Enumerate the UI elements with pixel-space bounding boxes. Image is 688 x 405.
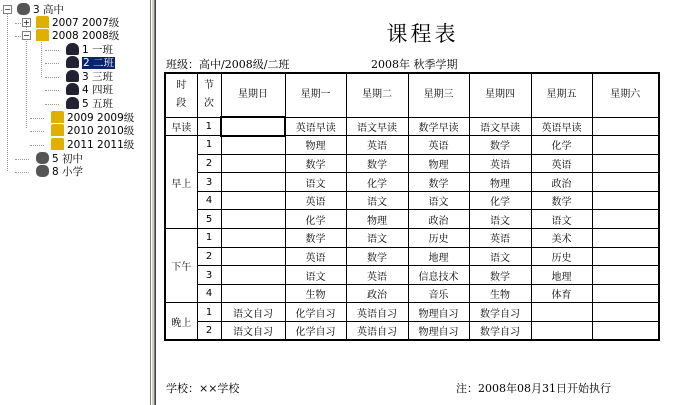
school-label: 学校：××学校 (166, 382, 240, 395)
period-cell: 晚上 (165, 303, 197, 340)
tree-node[interactable] (51, 111, 134, 124)
course-cell[interactable]: 物理 (469, 173, 531, 192)
student-icon (66, 70, 79, 82)
course-cell[interactable]: 化学 (531, 136, 592, 155)
table-row (165, 322, 659, 341)
column-header: 节 次 (197, 73, 221, 117)
table-row (165, 266, 659, 285)
tree-node-label: 1 一班 (82, 44, 114, 56)
course-cell[interactable]: 英语 (346, 266, 408, 285)
tree-node-label: 2008 2008级 (52, 30, 120, 42)
table-row (165, 284, 659, 303)
tree-node-label: 3 三班 (82, 71, 114, 83)
course-cell[interactable]: 物理 (408, 154, 469, 173)
course-cell[interactable]: 生物 (469, 284, 531, 303)
house-icon (36, 29, 49, 41)
column-header: 星期五 (531, 73, 592, 117)
course-cell[interactable]: 数学自习 (469, 322, 531, 341)
period-cell: 下午 (165, 229, 197, 303)
lesson-number: 3 (197, 173, 221, 192)
table-row (165, 173, 659, 192)
lesson-number: 4 (197, 191, 221, 210)
course-cell[interactable]: 数学 (531, 191, 592, 210)
tree-node[interactable] (17, 3, 64, 16)
course-cell[interactable]: 化学 (346, 173, 408, 192)
course-cell[interactable]: 语文 (346, 229, 408, 248)
course-cell[interactable] (531, 303, 592, 322)
course-cell[interactable]: 生物 (285, 284, 346, 303)
tree-node[interactable] (66, 43, 113, 56)
course-cell[interactable] (592, 322, 659, 341)
tree-node-label: 8 小学 (52, 166, 84, 178)
table-row (165, 303, 659, 322)
course-cell[interactable] (592, 191, 659, 210)
table-row (165, 210, 659, 229)
course-cell[interactable]: 政治 (346, 284, 408, 303)
tree-node-label: 4 四班 (82, 84, 114, 96)
course-cell[interactable]: 物理 (285, 136, 346, 155)
term-info: 2008年 秋季学期 (371, 58, 458, 71)
course-cell[interactable] (592, 229, 659, 248)
tree-node[interactable] (66, 97, 113, 110)
course-cell[interactable] (592, 117, 659, 136)
table-row (165, 117, 659, 136)
student-icon (66, 56, 79, 68)
school-icon (36, 152, 49, 164)
course-cell[interactable]: 信息技术 (408, 266, 469, 285)
tree-node-label: 2 二班 (83, 57, 115, 69)
course-cell[interactable]: 英语 (285, 247, 346, 266)
column-header: 时 段 (165, 73, 197, 117)
course-cell[interactable] (592, 247, 659, 266)
student-icon (66, 83, 79, 95)
course-cell[interactable]: 化学自习 (285, 322, 346, 341)
lesson-number: 2 (197, 322, 221, 341)
course-cell[interactable] (592, 210, 659, 229)
period-cell: 早上 (165, 136, 197, 229)
table-row (165, 247, 659, 266)
course-cell[interactable]: 物理 (346, 210, 408, 229)
course-cell[interactable]: 音乐 (408, 284, 469, 303)
course-cell[interactable]: 语文 (285, 266, 346, 285)
house-icon (51, 111, 64, 123)
student-icon (66, 43, 79, 55)
house-icon (51, 124, 64, 136)
tree-node-label: 2009 2009级 (67, 112, 135, 124)
course-cell[interactable]: 数学自习 (469, 303, 531, 322)
table-row (165, 229, 659, 248)
course-cell[interactable]: 历史 (531, 247, 592, 266)
tree-node[interactable] (51, 138, 134, 151)
timetable-page (155, 0, 688, 405)
course-cell[interactable] (531, 322, 592, 341)
course-cell[interactable]: 数学 (469, 136, 531, 155)
course-cell[interactable] (221, 284, 285, 303)
table-row (165, 136, 659, 155)
column-header: 星期四 (469, 73, 531, 117)
course-cell[interactable]: 化学 (285, 210, 346, 229)
house-icon (36, 16, 49, 28)
course-cell[interactable] (221, 173, 285, 192)
student-icon (66, 97, 79, 109)
course-cell[interactable]: 语文 (408, 191, 469, 210)
course-cell[interactable]: 语文早读 (346, 117, 408, 136)
course-cell[interactable]: 物理自习 (408, 322, 469, 341)
course-cell[interactable]: 美术 (531, 229, 592, 248)
course-cell[interactable]: 语文 (285, 173, 346, 192)
course-cell[interactable]: 英语早读 (531, 117, 592, 136)
course-cell[interactable]: 英语 (346, 136, 408, 155)
course-cell[interactable] (592, 266, 659, 285)
course-cell[interactable] (221, 229, 285, 248)
course-cell[interactable]: 数学 (285, 154, 346, 173)
tree-node-label: 2007 2007级 (52, 17, 120, 29)
course-cell[interactable] (592, 284, 659, 303)
course-cell[interactable]: 语文 (346, 191, 408, 210)
tree-node-label: 2010 2010级 (67, 125, 135, 137)
house-icon (51, 138, 64, 150)
column-header: 星期二 (346, 73, 408, 117)
tree-node[interactable] (51, 124, 134, 137)
course-cell[interactable]: 英语早读 (285, 117, 346, 136)
course-cell[interactable] (221, 266, 285, 285)
course-cell[interactable]: 语文自习 (221, 322, 285, 341)
course-cell[interactable]: 语文 (469, 210, 531, 229)
course-cell[interactable]: 语文 (531, 210, 592, 229)
lesson-number: 1 (197, 229, 221, 248)
timetable (164, 72, 660, 341)
tree-node[interactable] (36, 16, 119, 29)
course-cell[interactable]: 数学 (346, 154, 408, 173)
expand-toggle[interactable]: − (23, 31, 30, 40)
expand-toggle[interactable]: + (23, 18, 30, 27)
tree-node[interactable] (36, 165, 83, 178)
column-header: 星期日 (221, 73, 285, 117)
course-cell[interactable]: 语文早读 (469, 117, 531, 136)
course-cell[interactable] (592, 136, 659, 155)
course-cell[interactable]: 数学 (285, 229, 346, 248)
course-cell[interactable] (221, 210, 285, 229)
course-cell[interactable]: 体育 (531, 284, 592, 303)
page-title: 课程表 (386, 22, 459, 46)
tree-node[interactable] (66, 83, 113, 96)
column-header: 星期六 (592, 73, 659, 117)
lesson-number: 2 (197, 154, 221, 173)
course-cell[interactable]: 历史 (408, 229, 469, 248)
column-header: 星期一 (285, 73, 346, 117)
lesson-number: 1 (197, 303, 221, 322)
expand-toggle[interactable]: − (4, 5, 11, 14)
course-cell[interactable] (221, 191, 285, 210)
course-cell[interactable] (592, 303, 659, 322)
course-cell[interactable]: 数学 (469, 266, 531, 285)
course-cell[interactable]: 政治 (408, 210, 469, 229)
course-cell[interactable]: 英语 (408, 136, 469, 155)
course-cell[interactable]: 数学早读 (408, 117, 469, 136)
course-cell[interactable]: 英语 (469, 154, 531, 173)
period-cell: 早读 (165, 117, 197, 136)
class-info: 班级：高中/2008级/二班 (166, 58, 290, 71)
course-cell[interactable] (221, 154, 285, 173)
course-cell[interactable] (592, 154, 659, 173)
lesson-number: 3 (197, 266, 221, 285)
table-row (165, 154, 659, 173)
course-cell[interactable] (221, 247, 285, 266)
course-cell[interactable] (221, 136, 285, 155)
column-header: 星期三 (408, 73, 469, 117)
class-tree[interactable] (0, 0, 151, 405)
course-cell[interactable]: 地理 (531, 266, 592, 285)
tree-node[interactable] (66, 56, 115, 69)
course-cell[interactable]: 英语 (531, 154, 592, 173)
lesson-number: 1 (197, 117, 221, 136)
lesson-number: 5 (197, 210, 221, 229)
school-icon (17, 3, 30, 15)
tree-node[interactable] (36, 29, 119, 42)
tree-node[interactable] (36, 152, 83, 165)
tree-node-label: 5 五班 (82, 98, 114, 110)
course-cell[interactable]: 政治 (531, 173, 592, 192)
tree-node-label: 3 高中 (33, 4, 65, 16)
school-icon (36, 165, 49, 177)
course-cell[interactable]: 数学 (408, 173, 469, 192)
start-note: 注：2008年08月31日开始执行 (456, 382, 611, 395)
tree-node-label: 2011 2011级 (67, 139, 135, 151)
course-cell[interactable] (221, 117, 285, 136)
table-row (165, 191, 659, 210)
tree-node[interactable] (66, 70, 113, 83)
course-cell[interactable]: 物理自习 (408, 303, 469, 322)
lesson-number: 4 (197, 284, 221, 303)
course-cell[interactable]: 数学 (346, 247, 408, 266)
course-cell[interactable]: 语文自习 (221, 303, 285, 322)
course-cell[interactable]: 英语 (285, 191, 346, 210)
course-cell[interactable]: 英语自习 (346, 322, 408, 341)
lesson-number: 2 (197, 247, 221, 266)
course-cell[interactable]: 英语自习 (346, 303, 408, 322)
tree-node-label: 5 初中 (52, 153, 84, 165)
course-cell[interactable]: 英语 (469, 229, 531, 248)
course-cell[interactable]: 化学 (469, 191, 531, 210)
course-cell[interactable]: 语文 (469, 247, 531, 266)
course-cell[interactable]: 化学自习 (285, 303, 346, 322)
course-cell[interactable] (592, 173, 659, 192)
course-cell[interactable]: 地理 (408, 247, 469, 266)
lesson-number: 1 (197, 136, 221, 155)
